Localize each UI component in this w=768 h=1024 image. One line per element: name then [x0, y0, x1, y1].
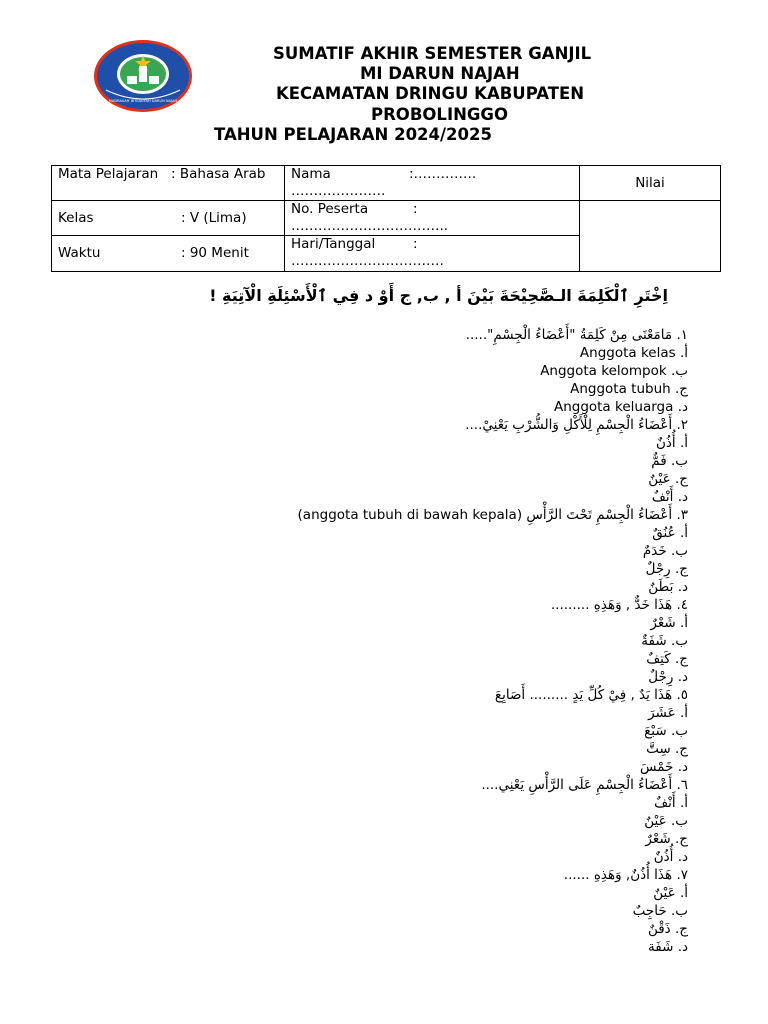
school-logo [92, 38, 194, 114]
header-year: TAHUN PELAJARAN 2024/2025 [214, 125, 492, 144]
option-mark: د. [677, 939, 688, 955]
date-cell[interactable] [285, 236, 580, 272]
option-c[interactable] [648, 920, 688, 938]
nilai-score-cell[interactable] [580, 201, 721, 272]
option-mark: ج. [674, 921, 688, 937]
option-c[interactable] [646, 740, 688, 758]
option-mark: ب. [670, 543, 688, 559]
question-number: ١. [676, 327, 688, 343]
option-mark: أ. [679, 705, 688, 721]
option-text: أُذُنٌ [653, 849, 674, 865]
subject-cell [52, 166, 285, 201]
option-mark: أ. [679, 525, 688, 541]
option-text: Anggota keluarga [553, 399, 674, 415]
nilai-header-cell [580, 166, 721, 201]
option-d[interactable] [654, 848, 688, 866]
option-text: كَتِفٌ [646, 651, 671, 667]
option-mark: د. [677, 669, 688, 685]
option-mark: ج. [674, 471, 688, 487]
option-mark: أ. [679, 795, 688, 811]
subject-value: : Bahasa Arab [171, 166, 266, 182]
student-info-table [51, 165, 721, 272]
option-mark: ب. [670, 723, 688, 739]
header-school: MI DARUN NAJAH [360, 64, 520, 83]
option-c[interactable] [648, 470, 688, 488]
participant-label: No. Peserta [291, 201, 369, 217]
question-number: ٤. [676, 597, 688, 613]
question-7 [564, 866, 688, 884]
option-mark: ج. [674, 651, 688, 667]
option-text: حَاجِبٌ [632, 903, 667, 919]
time-label: Waktu [58, 245, 101, 261]
class-value: : V (Lima) [181, 209, 247, 226]
question-text: هَذَا يَدٌ , فِيْ كُلِّ يَدٍ ......... أَصَابِعَ [494, 687, 673, 703]
option-b[interactable] [644, 722, 688, 740]
option-c[interactable] [646, 560, 688, 578]
option-text: رِجْلٌ [645, 561, 671, 577]
class-cell [52, 201, 285, 236]
option-a[interactable] [653, 884, 688, 902]
option-mark: ج. [674, 561, 688, 577]
option-mark: ب. [670, 903, 688, 919]
option-text: عَشَرَ [648, 705, 676, 721]
date-value: : ……………………………. [291, 236, 444, 269]
option-text: سَبْعَ [644, 723, 667, 739]
option-b[interactable] [643, 542, 688, 560]
header-title: SUMATIF AKHIR SEMESTER GANJIL [273, 44, 592, 63]
option-text: فَمٌّ [651, 453, 667, 469]
option-text: خَدَمٌ [642, 543, 667, 559]
option-mark: ب. [670, 453, 688, 469]
question-3 [298, 506, 688, 524]
time-value: : 90 Menit [181, 245, 249, 261]
participant-cell[interactable] [285, 201, 580, 236]
question-text: أَعْضَاءُ الْجِسْمِ عَلَى الرَّأْسِ يَعْنِي.... [481, 777, 673, 793]
option-mark: د. [677, 489, 688, 505]
option-mark: أ. [679, 345, 688, 361]
option-text: أَنْفٌ [651, 489, 674, 505]
option-text: عُنُقٌ [652, 525, 676, 541]
question-number: ٥. [676, 687, 688, 703]
option-b[interactable] [633, 902, 688, 920]
question-number: ٧. [676, 867, 688, 883]
name-cell[interactable] [285, 166, 580, 201]
question-number: ٢. [676, 417, 688, 433]
question-1 [466, 326, 688, 344]
question-text: أَعْضَاءُ الْجِسْمِ لِلْأَكْلِ وَالشُّرْبِ يَعْنِيْ.... [465, 417, 673, 433]
option-b[interactable] [641, 632, 688, 650]
option-c[interactable] [570, 380, 688, 398]
class-label: Kelas [58, 209, 94, 226]
option-mark: د. [677, 759, 688, 775]
option-mark: د. [677, 579, 688, 595]
time-cell [52, 236, 285, 272]
option-text: أُذُنٌ [655, 435, 676, 451]
question-2 [465, 416, 688, 434]
logo-ring-text: MADRASAH IBTIDAIYAH DARUN NAJAH [108, 99, 178, 103]
name-value: :………….. ………………… [291, 166, 477, 199]
header-district: KECAMATAN DRINGU KABUPATEN [276, 84, 585, 103]
option-d[interactable] [648, 578, 688, 596]
option-text: سِتَّ [646, 741, 671, 757]
participant-value: : …………………………….. [291, 201, 449, 234]
nilai-label: Nilai [635, 174, 665, 191]
option-b[interactable] [644, 812, 688, 830]
option-mark: أ. [679, 435, 688, 451]
option-mark: ج. [674, 831, 688, 847]
option-mark: أ. [679, 885, 688, 901]
question-5 [495, 686, 688, 704]
option-c[interactable] [645, 830, 688, 848]
question-text: هَذَا أُذُنٌ, وَهَذِهِ ...... [563, 867, 673, 883]
option-text: خَمْسَ [640, 759, 674, 775]
option-b[interactable] [540, 362, 688, 380]
option-b[interactable] [651, 452, 688, 470]
question-4 [551, 596, 688, 614]
option-mark: أ. [679, 615, 688, 631]
option-mark: د. [677, 399, 688, 415]
option-d[interactable] [640, 758, 688, 776]
header-regency: PROBOLINGGO [371, 105, 509, 124]
subject-label: Mata Pelajaran [58, 166, 159, 182]
option-c[interactable] [646, 650, 688, 668]
option-text: شَفَةٌ [641, 633, 667, 649]
option-text: عَيْنٌ [644, 813, 667, 829]
question-text: أَعْضَاءُ الْجِسْمِ تَحْتَ الرَّأْسِ [526, 507, 673, 523]
option-mark: د. [677, 849, 688, 865]
question-6 [481, 776, 688, 794]
question-number: ٦. [676, 777, 688, 793]
question-text: مَامَعْنَى مِنْ كَلِمَةُ "أَعْضَاءُ الْجِسْمِ"..... [465, 327, 673, 343]
option-text: شَفَة [648, 939, 674, 955]
option-text: Anggota tubuh [570, 381, 671, 397]
question-text: هَذَا خَدٌّ , وَهَذِهِ ......... [550, 597, 673, 613]
option-mark: ب. [670, 633, 688, 649]
option-text: ذَقْنٌ [647, 921, 671, 937]
option-a[interactable] [656, 434, 688, 452]
date-label: Hari/Tanggal [291, 236, 376, 252]
option-text: بَطَنٌ [648, 579, 674, 595]
option-a[interactable] [650, 614, 688, 632]
option-mark: ج. [674, 381, 688, 397]
option-text: رِجْلٌ [648, 669, 674, 685]
question-translation: (anggota tubuh di bawah kepala) [297, 507, 523, 523]
option-a[interactable] [652, 524, 688, 542]
option-text: عَيْنٌ [653, 885, 676, 901]
option-mark: ج. [674, 741, 688, 757]
option-a[interactable] [654, 794, 688, 812]
option-text: Anggota kelompok [540, 363, 667, 379]
option-text: شَعْرٌ [650, 615, 676, 631]
option-d[interactable] [648, 938, 688, 956]
option-a[interactable] [580, 344, 688, 362]
option-d[interactable] [652, 488, 688, 506]
option-mark: ب. [670, 813, 688, 829]
option-d[interactable] [554, 398, 688, 416]
option-text: شَعْرٌ [645, 831, 671, 847]
name-label: Nama [291, 166, 331, 182]
option-text: Anggota kelas [579, 345, 676, 361]
option-mark: ب. [670, 363, 688, 379]
instruction-text: اِخْتَرِ ٱلْكَلِمَةَ الـصَّحِيْحَةَ بَيْنَ أ , ب, ج أَوْ د فِي ٱلْأَسْئِلَةِ الْآتِيَةِ ! [209, 286, 668, 305]
option-a[interactable] [648, 704, 688, 722]
option-d[interactable] [648, 668, 688, 686]
option-text: عَيْنٌ [648, 471, 671, 487]
option-text: أَنْفٌ [654, 795, 676, 811]
question-number: ٣. [676, 507, 688, 523]
